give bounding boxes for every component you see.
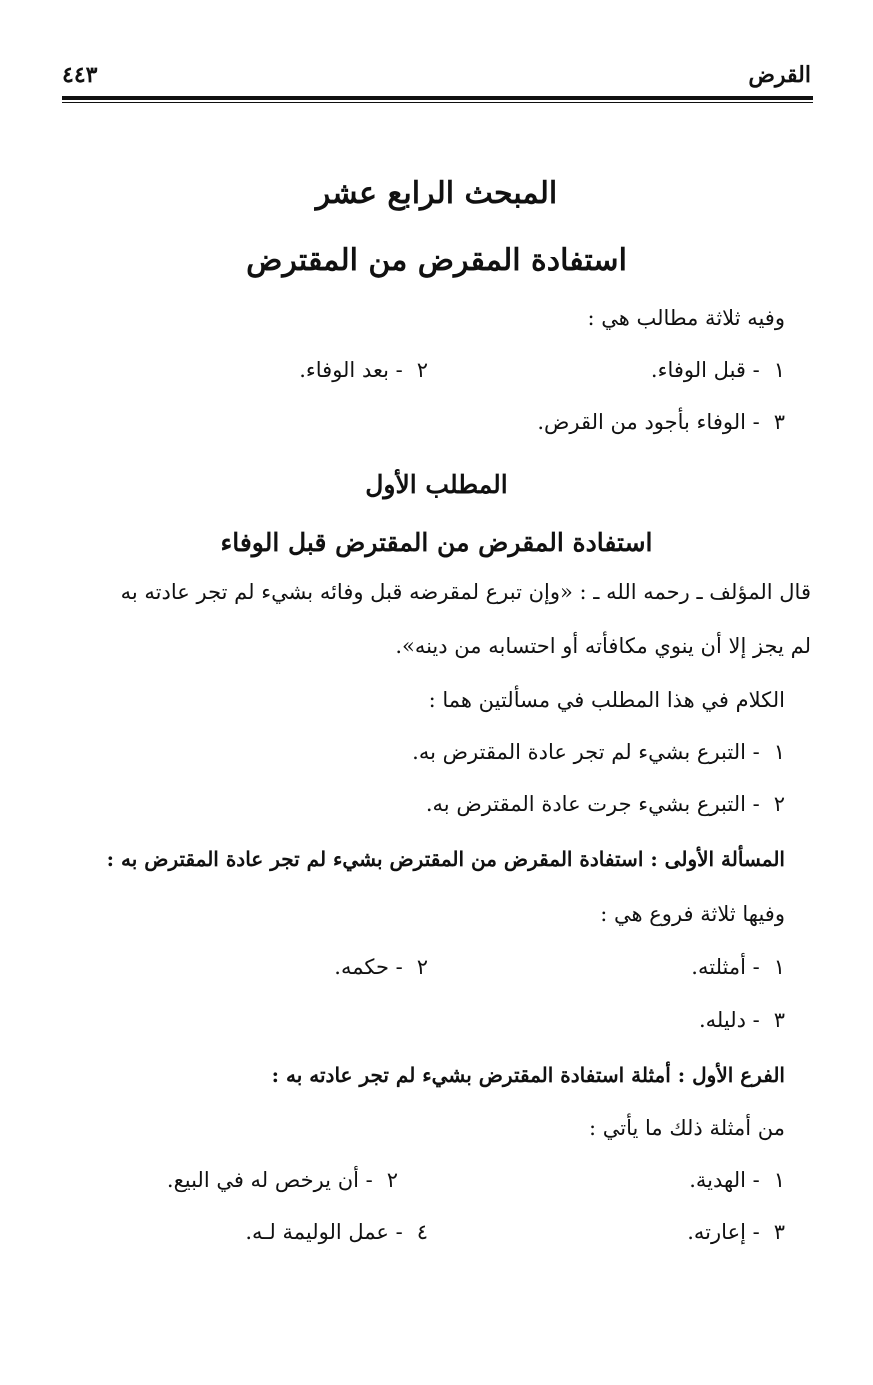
section-subtitle: استفادة المقرض من المقترض [246,243,627,278]
page-number: ٤٤٣ [62,62,98,88]
list-item: ١ - قبل الوفاء. [650,358,785,382]
list-item: ١ - أمثلته. [691,955,785,979]
list-item: ٤ - عمل الوليمة لـه. [245,1220,428,1244]
header-rule-thin [62,102,813,103]
list-item: ٣ - إعارته. [687,1220,785,1244]
quote-line-2: لم يجز إلا أن ينوي مكافأته أو احتسابه من دينه». [395,634,811,658]
matlab-subtitle: استفادة المقرض من المقترض قبل الوفاء [220,528,653,557]
list-item: ٢ - أن يرخص له في البيع. [166,1168,398,1192]
header-rule-thick [62,96,813,100]
list-item: ١ - التبرع بشيء لم تجر عادة المقترض به. [412,740,785,764]
list-item: ٣ - دليله. [698,1008,785,1032]
quote-line-1: قال المؤلف ـ رحمه الله ـ : «وإن تبرع لمقرضه قبل وفائه بشيء لم تجر عادته به [120,580,811,604]
list-item: ٣ - الوفاء بأجود من القرض. [537,410,785,434]
section-title: المبحث الرابع عشر [315,176,558,211]
running-header-title: القرض [748,62,811,88]
list-item: ٢ - التبرع بشيء جرت عادة المقترض به. [425,792,785,816]
list-item: ١ - الهدية. [689,1168,785,1192]
list-item: ٢ - حكمه. [334,955,428,979]
list-item: ٢ - بعد الوفاء. [299,358,428,382]
masala-title: المسألة الأولى : استفادة المقرض من المقترض بشيء لم تجر عادة المقترض به : [106,847,785,871]
section-intro: وفيه ثلاثة مطالب هي : [587,306,785,330]
matlab-title: المطلب الأول [365,470,508,499]
matlab-intro: الكلام في هذا المطلب في مسألتين هما : [428,688,785,712]
masala-intro: وفيها ثلاثة فروع هي : [600,902,785,926]
far-title: الفرع الأول : أمثلة استفادة المقترض بشيء لم تجر عادته به : [271,1063,785,1087]
far-intro: من أمثلة ذلك ما يأتي : [588,1116,785,1140]
